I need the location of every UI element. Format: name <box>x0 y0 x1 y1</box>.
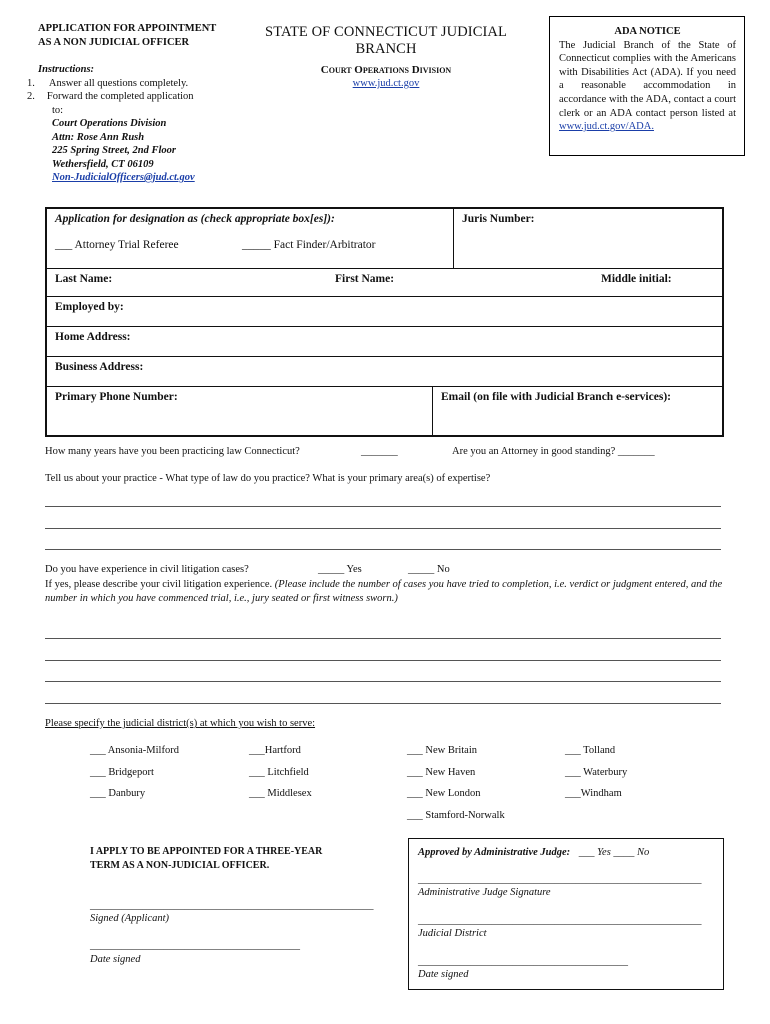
email-field[interactable] <box>432 387 722 435</box>
applicant-signature-line[interactable]: ______________________________________________________ <box>90 900 374 911</box>
address-line-3: 225 Spring Street, 2nd Floor <box>52 145 176 156</box>
district-option[interactable]: ___ New London <box>407 788 481 799</box>
district-option[interactable]: ___Windham <box>565 788 622 799</box>
civil-describe-text: If yes, please describe your civil litigation experience. <box>45 579 273 590</box>
district-option[interactable]: ___ Litchfield <box>249 766 309 778</box>
name-row[interactable] <box>47 269 722 296</box>
district-option[interactable]: ___ Danbury <box>90 788 146 799</box>
districts-col-3 <box>407 740 505 826</box>
address-line-2: Attn: Rose Ann Rush <box>52 131 145 143</box>
juris-number-field[interactable] <box>453 209 722 268</box>
judicial-district-line[interactable]: ______________________________________________________ <box>418 915 702 926</box>
approved-options[interactable]: ___ Yes ____ No <box>578 847 650 858</box>
primary-phone-field[interactable] <box>47 387 432 435</box>
email-label: Email (on file with Judicial Branch e-services): <box>441 391 671 403</box>
employed-by-field[interactable] <box>47 297 722 326</box>
civil-no-option[interactable]: _____ No <box>408 564 450 575</box>
signed-applicant-label: Signed (Applicant) <box>90 913 170 924</box>
fact-finder-option[interactable]: _____ Fact Finder/Arbitrator <box>242 239 376 251</box>
answer-line[interactable] <box>45 681 721 682</box>
employed-by-label: Employed by: <box>55 301 124 313</box>
districts-col-1 <box>90 740 179 805</box>
instruction-2: Forward the completed application <box>46 91 194 102</box>
answer-line[interactable] <box>45 660 721 661</box>
judge-approval-box <box>408 838 724 990</box>
civil-describe <box>45 578 725 605</box>
civil-litigation-question: Do you have experience in civil litigation cases? <box>45 564 249 575</box>
answer-line[interactable] <box>45 528 721 529</box>
ada-title: ADA NOTICE <box>614 26 681 37</box>
approved-label: Approved by Administrative Judge: <box>418 847 571 858</box>
district-option[interactable]: ___ New Haven <box>407 766 476 778</box>
attorney-trial-referee-option[interactable]: ___ Attorney Trial Referee <box>55 239 179 251</box>
district-option[interactable]: ___ Tolland <box>565 745 616 756</box>
branch-title: STATE OF CONNECTICUT JUDICIAL BRANCH <box>265 24 507 57</box>
designation-cell <box>47 209 453 268</box>
applicant-info-table <box>45 207 724 437</box>
date-signed-label-right: Date signed <box>418 969 469 980</box>
primary-phone-label: Primary Phone Number: <box>55 391 178 403</box>
instructions-label: Instructions: <box>38 64 95 75</box>
middle-initial-label: Middle initial: <box>601 273 672 285</box>
answer-line[interactable] <box>45 506 721 507</box>
civil-yes-option[interactable]: _____ Yes <box>318 564 362 575</box>
judicial-district-label: Judicial District <box>418 928 487 939</box>
instruction-1: Answer all questions completely. <box>48 77 189 89</box>
designation-question: Application for designation as (check appropriate box[es]): <box>55 213 335 225</box>
judge-signature-label: Administrative Judge Signature <box>418 887 551 898</box>
judge-signature-line[interactable]: ______________________________________________________ <box>418 874 702 885</box>
header-instructions: APPLICATION FOR APPOINTMENT AS A NON JUDICIAL OFFICER Instructions: 1. Answer all questions completely. 2. Forward the completed application to: Court Operations Division Attn: Rose Ann Rush 225 Spring Street, 2nd Floor Wethersfield, CT 06109 Non-JudicialOfficers@jud.ct.gov <box>38 22 238 185</box>
district-option[interactable]: ___ New Britain <box>407 745 477 756</box>
district-option[interactable]: ___ Stamford-Norwalk <box>407 809 505 821</box>
civil-describe-note: (Please include the number of cases you have tried to completion, i.e. verdict or judgment entered, and the number in which you have commenced trial, i.e., jury seated or first witness sworn.) <box>45 579 723 604</box>
district-option[interactable]: ___ Ansonia-Milford <box>90 745 179 756</box>
website-link[interactable]: www.jud.ct.gov <box>352 78 420 89</box>
districts-col-4 <box>565 740 627 805</box>
address-line-4: Wethersfield, CT 06109 <box>52 158 154 170</box>
date-signed-line-left[interactable]: ________________________________________ <box>90 940 300 951</box>
home-address-label: Home Address: <box>55 331 131 343</box>
date-signed-label-left: Date signed <box>90 954 141 965</box>
form-title-line-2: AS A NON JUDICIAL OFFICER <box>38 36 190 48</box>
answer-line[interactable] <box>45 703 721 704</box>
address-line-1: Court Operations Division <box>52 118 167 129</box>
years-practicing-question: How many years have you been practicing law Connecticut? <box>45 446 300 457</box>
instruction-2-to: to: <box>52 104 64 116</box>
district-option[interactable]: ___ Bridgeport <box>90 766 154 778</box>
answer-line[interactable] <box>45 549 721 550</box>
practice-question: Tell us about your practice - What type of law do you practice? What is your primary area(s) of expertise? <box>45 473 491 484</box>
form-title-line-1: APPLICATION FOR APPOINTMENT <box>38 23 217 34</box>
ada-link[interactable]: www.jud.ct.gov/ADA. <box>559 121 654 133</box>
good-standing-question[interactable]: Are you an Attorney in good standing? _______ <box>452 446 655 457</box>
district-option[interactable]: ___ Waterbury <box>565 766 628 778</box>
districts-col-2 <box>249 740 312 805</box>
district-option[interactable]: ___ Middlesex <box>249 788 312 799</box>
business-address-field[interactable] <box>47 357 722 386</box>
header-center <box>238 24 534 89</box>
division-title: Court Operations Division <box>320 64 452 76</box>
home-address-field[interactable] <box>47 327 722 356</box>
apply-statement <box>90 845 365 872</box>
first-name-label: First Name: <box>335 273 395 285</box>
approval-row <box>418 847 649 858</box>
date-signed-line-right[interactable]: ________________________________________ <box>418 956 628 967</box>
districts-question: Please specify the judicial district(s) at which you wish to serve: <box>45 718 316 729</box>
apply-statement-line-1: I APPLY TO BE APPOINTED FOR A THREE-YEAR <box>90 846 323 857</box>
last-name-label: Last Name: <box>55 273 113 285</box>
ada-body: The Judicial Branch of the State of Connecticut complies with the Americans with Disabilities Act (ADA). If you need a reasonable accommodation in accordance with the ADA, contact a court clerk or an ADA contact person listed at <box>559 39 736 119</box>
email-link[interactable]: Non-JudicialOfficers@jud.ct.gov <box>52 172 195 183</box>
district-option[interactable]: ___Hartford <box>249 745 301 756</box>
answer-line[interactable] <box>45 638 721 639</box>
apply-statement-line-2: TERM AS A NON-JUDICIAL OFFICER. <box>90 859 270 871</box>
business-address-label: Business Address: <box>55 361 144 373</box>
juris-number-label: Juris Number: <box>462 213 535 225</box>
ada-notice <box>549 16 745 156</box>
years-practicing-blank[interactable]: _______ <box>361 446 398 457</box>
